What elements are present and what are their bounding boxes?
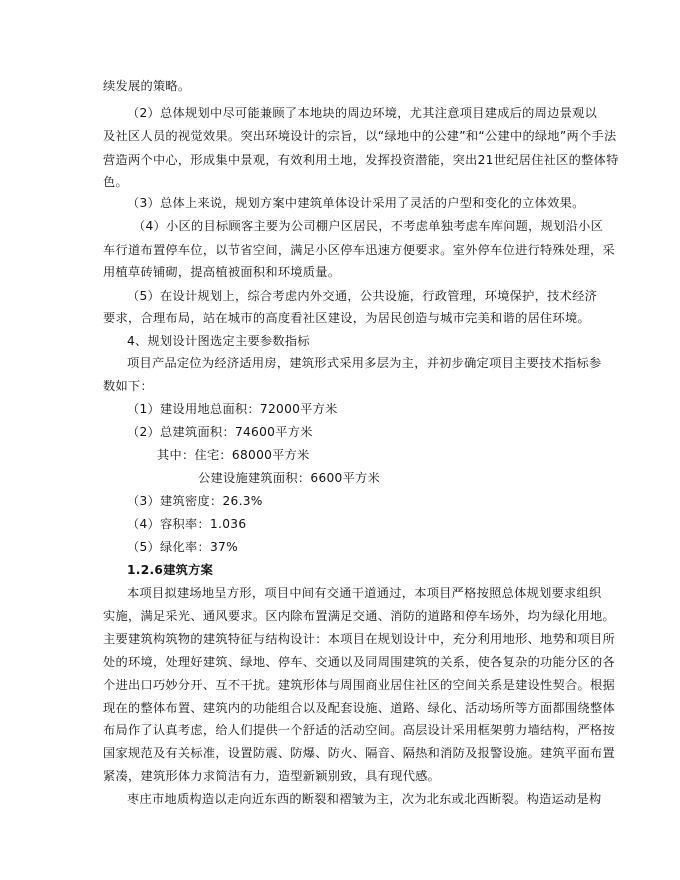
text-line: 国家规范及有关标准，设置防震、防爆、防火、隔音、隔热和消防及报警设施。建筑平面布置 [103,746,615,760]
text-line: 主要建筑构筑物的建筑特征与结构设计：本项目在规划设计中，充分利用地形、地势和项目所 [103,632,615,646]
text-line: 项目产品定位为经济适用房，建筑形式采用多层为主，并初步确定项目主要技术指标参 [127,356,602,370]
text-line: 处的环境，处理好建筑、绿地、停车、交通以及同周围建筑的关系，使各复杂的功能分区的各 [103,655,615,669]
text-line: 枣庄市地质构造以走向近东西的断裂和褶皱为主，次为北东或北西断裂。构造运动是构 [127,792,602,806]
text-line: 用植草砖铺砌，提高植被面积和环境质量。 [103,265,341,279]
text-line: 色。 [103,175,128,189]
text-line: 实施，满足采光、通风要求。区内除布置满足交通、消防的道路和停车场外，均为绿化用地。 [103,609,615,623]
text-line: 紧凑，建筑形体力求简洁有力，造型新颖别致，具有现代感。 [103,769,441,783]
text-line: 营造两个中心，形成集中景观，有效利用土地，发挥投资潜能，突出21世纪居住社区的整体特 [103,153,619,167]
text-line: 布局作了认真考虑，给人们提供一个舒适的活动空间。高层设计采用框架剪力墙结构，严格按 [103,723,615,737]
text-line: 车行道布置停车位，以节省空间，满足小区停车迅速方便要求。室外停车位进行特殊处理，采 [103,243,615,257]
text-line: （3）建筑密度：26.3% [127,494,263,508]
text-line: （5）绿化率：37% [127,540,238,554]
text-line: 公建设施建筑面积：6600平方米 [198,471,381,485]
text-line: 其中：住宅：68000平方米 [157,448,310,462]
text-line: （3）总体上来说，规划方案中建筑单体设计采用了灵活的户型和变化的立体效果。 [127,196,585,210]
text-line: （5）在设计规划上，综合考虑内外交通，公共设施，行政管理，环境保护，技术经济 [127,289,598,303]
text-line: 本项目拟建场地呈方形，项目中间有交通干道通过，本项目严格按照总体规划要求组织 [127,586,602,600]
text-line: （1）建设用地总面积：72000平方米 [127,402,338,416]
text-line: 个进出口巧妙分开、互不干扰。建筑形体与周围商业居住社区的空间关系是建设性契合。根据 [103,678,615,692]
section-heading: 1.2.6建筑方案 [127,563,214,577]
text-line: 续发展的策略。 [103,79,191,93]
text-line: （2）总体规划中尽可能兼顾了本地块的周边环境，尤其注意项目建成后的周边景观以 [127,106,598,120]
text-line: 现在的整体布置、建筑内的功能组合以及配套设施、道路、绿化、活动场所等方面都围绕整体 [103,701,615,715]
text-line: 及社区人员的视觉效果。突出环境设计的宗旨，以“绿地中的公建”和“公建中的绿地”两个手法 [103,129,617,143]
text-line: （4）容积率：1.036 [127,517,247,531]
text-line: 要求，合理布局，站在城市的高度看社区建设，为居民创造与城市完美和谐的居住环境。 [103,311,591,325]
text-line: 数如下： [103,379,153,393]
text-line: （2）总建筑面积：74600平方米 [127,425,313,439]
text-line: 4、规划设计图选定主要参数指标 [127,334,310,348]
text-line: （4）小区的目标顾客主要为公司棚户区居民，不考虑单独考虑车库问题，规划沿小区 [133,219,604,233]
